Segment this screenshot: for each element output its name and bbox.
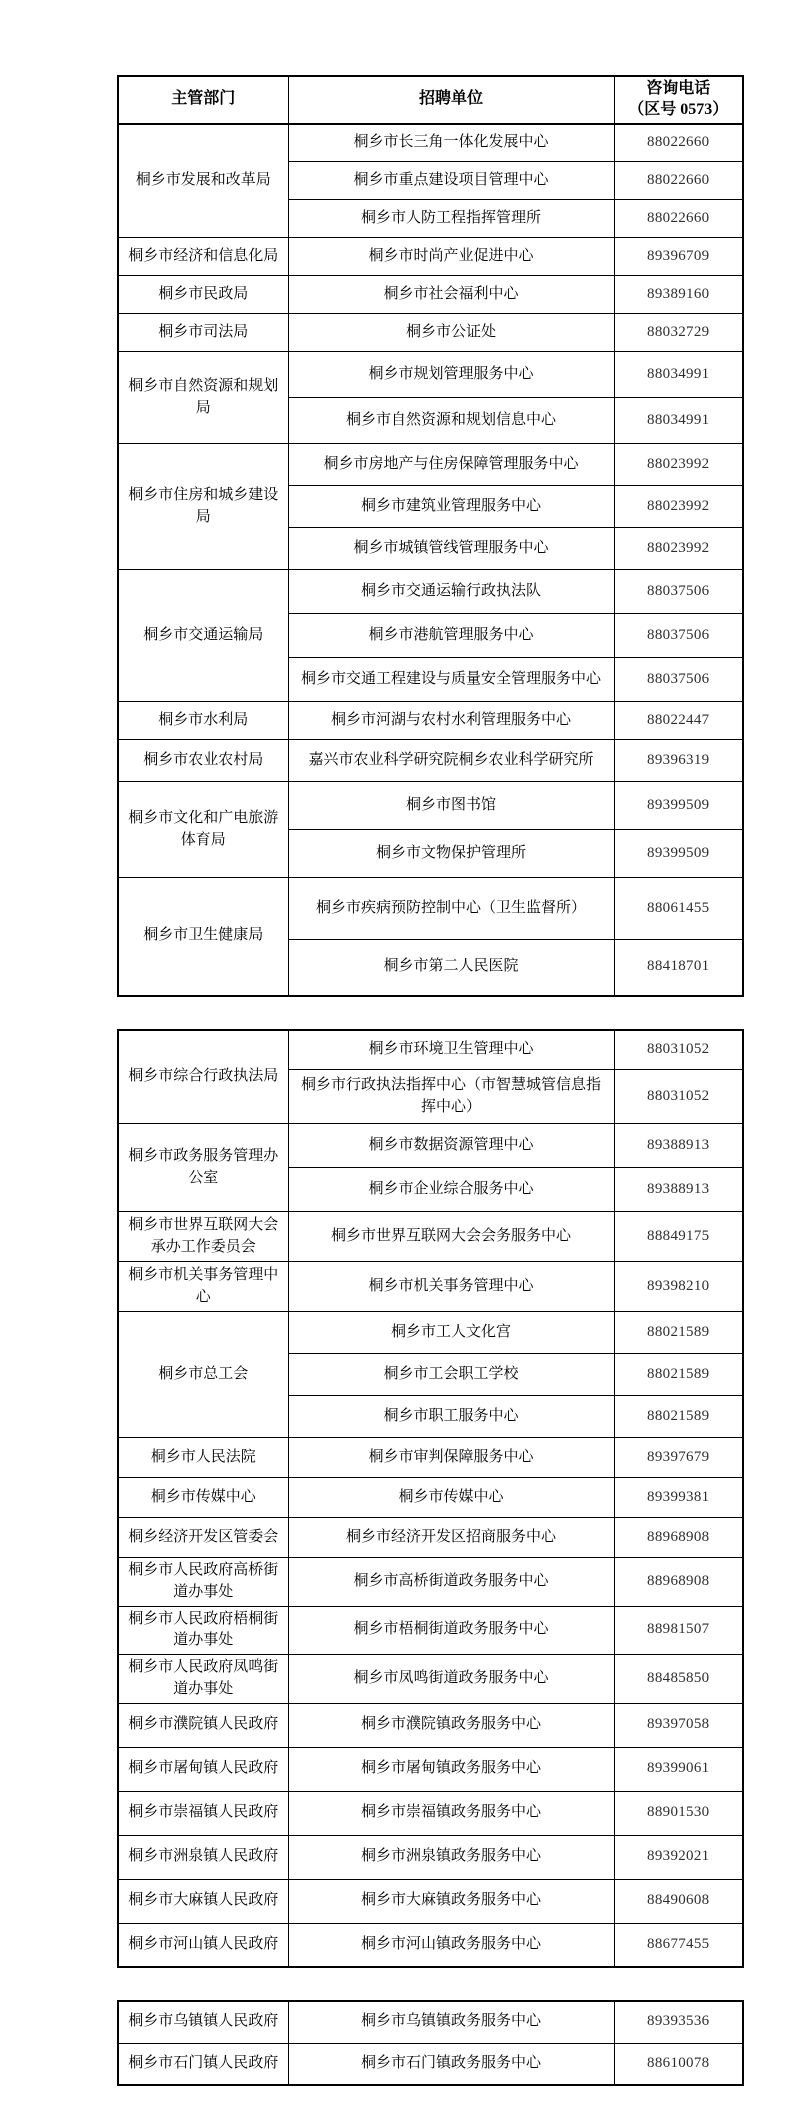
unit-cell: 桐乡市大麻镇政务服务中心: [288, 1879, 614, 1923]
phone-cell: 89392021: [614, 1835, 743, 1879]
unit-cell: 桐乡市高桥街道政务服务中心: [288, 1558, 614, 1607]
phone-cell: 88418701: [614, 940, 743, 996]
dept-cell: 桐乡市濮院镇人民政府: [118, 1703, 288, 1747]
phone-cell: 89399509: [614, 830, 743, 878]
unit-cell: 桐乡市经济开发区招商服务中心: [288, 1518, 614, 1558]
phone-cell: 88032729: [614, 314, 743, 352]
table-row: [118, 1438, 743, 1478]
table-row: [118, 1262, 743, 1312]
unit-cell: 桐乡市濮院镇政务服务中心: [288, 1703, 614, 1747]
header-dept: 主管部门: [118, 76, 288, 124]
phone-cell: 88034991: [614, 352, 743, 398]
unit-cell: 桐乡市河山镇政务服务中心: [288, 1923, 614, 1967]
unit-cell: 桐乡市洲泉镇政务服务中心: [288, 1835, 614, 1879]
phone-cell: 88021589: [614, 1354, 743, 1396]
recruitment-table-1: [117, 75, 744, 997]
unit-cell: 桐乡市工会职工学校: [288, 1354, 614, 1396]
dept-cell: 桐乡市自然资源和规划局: [118, 352, 288, 444]
unit-cell: 桐乡市数据资源管理中心: [288, 1124, 614, 1168]
unit-cell: 桐乡市长三角一体化发展中心: [288, 124, 614, 162]
phone-cell: 88485850: [614, 1655, 743, 1704]
header-phone: [614, 76, 743, 124]
unit-cell: 桐乡市城镇管线管理服务中心: [288, 528, 614, 570]
dept-cell: 桐乡市世界互联网大会承办工作委员会: [118, 1212, 288, 1262]
phone-cell: 89399509: [614, 782, 743, 830]
unit-cell: 桐乡市人防工程指挥管理所: [288, 200, 614, 238]
phone-cell: 88023992: [614, 444, 743, 486]
dept-cell: 桐乡市交通运输局: [118, 570, 288, 702]
header-row: [118, 76, 743, 124]
unit-cell: 桐乡市世界互联网大会会务服务中心: [288, 1212, 614, 1262]
phone-cell: 88034991: [614, 398, 743, 444]
phone-cell: 88610078: [614, 2043, 743, 2085]
table-row: [118, 1558, 743, 1607]
phone-cell: 89399061: [614, 1747, 743, 1791]
table-row: [118, 276, 743, 314]
table-row: [118, 1791, 743, 1835]
table-row: [118, 1747, 743, 1791]
table-row: [118, 1835, 743, 1879]
table-row: [118, 740, 743, 782]
dept-cell: 桐乡市政务服务管理办公室: [118, 1124, 288, 1212]
phone-cell: 88037506: [614, 614, 743, 658]
phone-cell: 88022447: [614, 702, 743, 740]
dept-cell: 桐乡市人民法院: [118, 1438, 288, 1478]
table-row: [118, 878, 743, 940]
phone-cell: 89398210: [614, 1262, 743, 1312]
dept-cell: 桐乡市人民政府高桥街道办事处: [118, 1558, 288, 1607]
phone-cell: 89397058: [614, 1703, 743, 1747]
table-row: [118, 1879, 743, 1923]
unit-cell: 桐乡市工人文化宫: [288, 1312, 614, 1354]
dept-cell: 桐乡市水利局: [118, 702, 288, 740]
unit-cell: 桐乡市石门镇政务服务中心: [288, 2043, 614, 2085]
phone-cell: 88677455: [614, 1923, 743, 1967]
unit-cell: 桐乡市社会福利中心: [288, 276, 614, 314]
table-row: [118, 702, 743, 740]
unit-cell: 桐乡市疾病预防控制中心（卫生监督所）: [288, 878, 614, 940]
phone-cell: 89388913: [614, 1168, 743, 1212]
table-row: [118, 124, 743, 162]
header-unit: 招聘单位: [288, 76, 614, 124]
phone-cell: 89389160: [614, 276, 743, 314]
unit-cell: 桐乡市崇福镇政务服务中心: [288, 1791, 614, 1835]
dept-cell: 桐乡市乌镇镇人民政府: [118, 2001, 288, 2043]
dept-cell: 桐乡市人民政府梧桐街道办事处: [118, 1606, 288, 1655]
unit-cell: 桐乡市文物保护管理所: [288, 830, 614, 878]
phone-cell: 88031052: [614, 1070, 743, 1124]
unit-cell: 桐乡市自然资源和规划信息中心: [288, 398, 614, 444]
dept-cell: 桐乡市人民政府凤鸣街道办事处: [118, 1655, 288, 1704]
phone-cell: 88021589: [614, 1312, 743, 1354]
dept-cell: 桐乡市大麻镇人民政府: [118, 1879, 288, 1923]
dept-cell: 桐乡经济开发区管委会: [118, 1518, 288, 1558]
phone-cell: 88021589: [614, 1396, 743, 1438]
table-row: [118, 1655, 743, 1704]
phone-cell: 89396709: [614, 238, 743, 276]
table-row: [118, 2043, 743, 2085]
unit-cell: 桐乡市河湖与农村水利管理服务中心: [288, 702, 614, 740]
phone-cell: 88031052: [614, 1030, 743, 1070]
table-row: [118, 444, 743, 486]
dept-cell: 桐乡市总工会: [118, 1312, 288, 1438]
dept-cell: 桐乡市司法局: [118, 314, 288, 352]
dept-cell: 桐乡市卫生健康局: [118, 878, 288, 996]
table-row: [118, 1312, 743, 1354]
phone-cell: 89399381: [614, 1478, 743, 1518]
table-row: [118, 782, 743, 830]
unit-cell: 桐乡市审判保障服务中心: [288, 1438, 614, 1478]
dept-cell: 桐乡市洲泉镇人民政府: [118, 1835, 288, 1879]
unit-cell: 桐乡市房地产与住房保障管理服务中心: [288, 444, 614, 486]
dept-cell: 桐乡市农业农村局: [118, 740, 288, 782]
table-row: [118, 1606, 743, 1655]
unit-cell: 桐乡市第二人民医院: [288, 940, 614, 996]
unit-cell: 桐乡市交通运输行政执法队: [288, 570, 614, 614]
phone-cell: 88037506: [614, 570, 743, 614]
dept-cell: 桐乡市河山镇人民政府: [118, 1923, 288, 1967]
phone-cell: 88022660: [614, 162, 743, 200]
unit-cell: 桐乡市凤鸣街道政务服务中心: [288, 1655, 614, 1704]
unit-cell: 桐乡市公证处: [288, 314, 614, 352]
dept-cell: 桐乡市机关事务管理中心: [118, 1262, 288, 1312]
phone-cell: 88061455: [614, 878, 743, 940]
dept-cell: 桐乡市传媒中心: [118, 1478, 288, 1518]
phone-cell: 88968908: [614, 1558, 743, 1607]
unit-cell: 桐乡市重点建设项目管理中心: [288, 162, 614, 200]
dept-cell: 桐乡市发展和改革局: [118, 124, 288, 238]
header-phone-line1: 咨询电话: [646, 80, 711, 97]
phone-cell: 88022660: [614, 200, 743, 238]
recruitment-table-3: [117, 2000, 744, 2086]
unit-cell: 桐乡市屠甸镇政务服务中心: [288, 1747, 614, 1791]
unit-cell: 桐乡市乌镇镇政务服务中心: [288, 2001, 614, 2043]
unit-cell: 桐乡市图书馆: [288, 782, 614, 830]
unit-cell: 桐乡市企业综合服务中心: [288, 1168, 614, 1212]
table-row: [118, 352, 743, 398]
phone-cell: 88022660: [614, 124, 743, 162]
phone-cell: 88023992: [614, 486, 743, 528]
dept-cell: 桐乡市石门镇人民政府: [118, 2043, 288, 2085]
table-row: [118, 1923, 743, 1967]
unit-cell: 嘉兴市农业科学研究院桐乡农业科学研究所: [288, 740, 614, 782]
recruitment-table-2: [117, 1029, 744, 1969]
phone-cell: 89388913: [614, 1124, 743, 1168]
phone-cell: 88968908: [614, 1518, 743, 1558]
table-row: [118, 1518, 743, 1558]
unit-cell: 桐乡市建筑业管理服务中心: [288, 486, 614, 528]
table-row: [118, 570, 743, 614]
dept-cell: 桐乡市综合行政执法局: [118, 1030, 288, 1124]
phone-cell: 88901530: [614, 1791, 743, 1835]
phone-cell: 89396319: [614, 740, 743, 782]
dept-cell: 桐乡市经济和信息化局: [118, 238, 288, 276]
phone-cell: 88490608: [614, 1879, 743, 1923]
table-row: [118, 1212, 743, 1262]
unit-cell: 桐乡市交通工程建设与质量安全管理服务中心: [288, 658, 614, 702]
unit-cell: 桐乡市时尚产业促进中心: [288, 238, 614, 276]
recruitment-tables-container: [0, 75, 793, 2086]
header-phone-line2: （区号 0573）: [628, 100, 729, 118]
phone-cell: 89397679: [614, 1438, 743, 1478]
phone-cell: 89393536: [614, 2001, 743, 2043]
table-row: [118, 314, 743, 352]
unit-cell: 桐乡市规划管理服务中心: [288, 352, 614, 398]
table-row: [118, 1124, 743, 1168]
table-row: [118, 2001, 743, 2043]
dept-cell: 桐乡市民政局: [118, 276, 288, 314]
dept-cell: 桐乡市住房和城乡建设局: [118, 444, 288, 570]
phone-cell: 88037506: [614, 658, 743, 702]
dept-cell: 桐乡市崇福镇人民政府: [118, 1791, 288, 1835]
unit-cell: 桐乡市机关事务管理中心: [288, 1262, 614, 1312]
unit-cell: 桐乡市传媒中心: [288, 1478, 614, 1518]
unit-cell: 桐乡市梧桐街道政务服务中心: [288, 1606, 614, 1655]
phone-cell: 88023992: [614, 528, 743, 570]
unit-cell: 桐乡市行政执法指挥中心（市智慧城管信息指挥中心）: [288, 1070, 614, 1124]
table-row: [118, 1030, 743, 1070]
dept-cell: 桐乡市屠甸镇人民政府: [118, 1747, 288, 1791]
unit-cell: 桐乡市港航管理服务中心: [288, 614, 614, 658]
dept-cell: 桐乡市文化和广电旅游体育局: [118, 782, 288, 878]
phone-cell: 88981507: [614, 1606, 743, 1655]
phone-cell: 88849175: [614, 1212, 743, 1262]
table-row: [118, 1703, 743, 1747]
table-row: [118, 238, 743, 276]
unit-cell: 桐乡市环境卫生管理中心: [288, 1030, 614, 1070]
table-row: [118, 1478, 743, 1518]
unit-cell: 桐乡市职工服务中心: [288, 1396, 614, 1438]
